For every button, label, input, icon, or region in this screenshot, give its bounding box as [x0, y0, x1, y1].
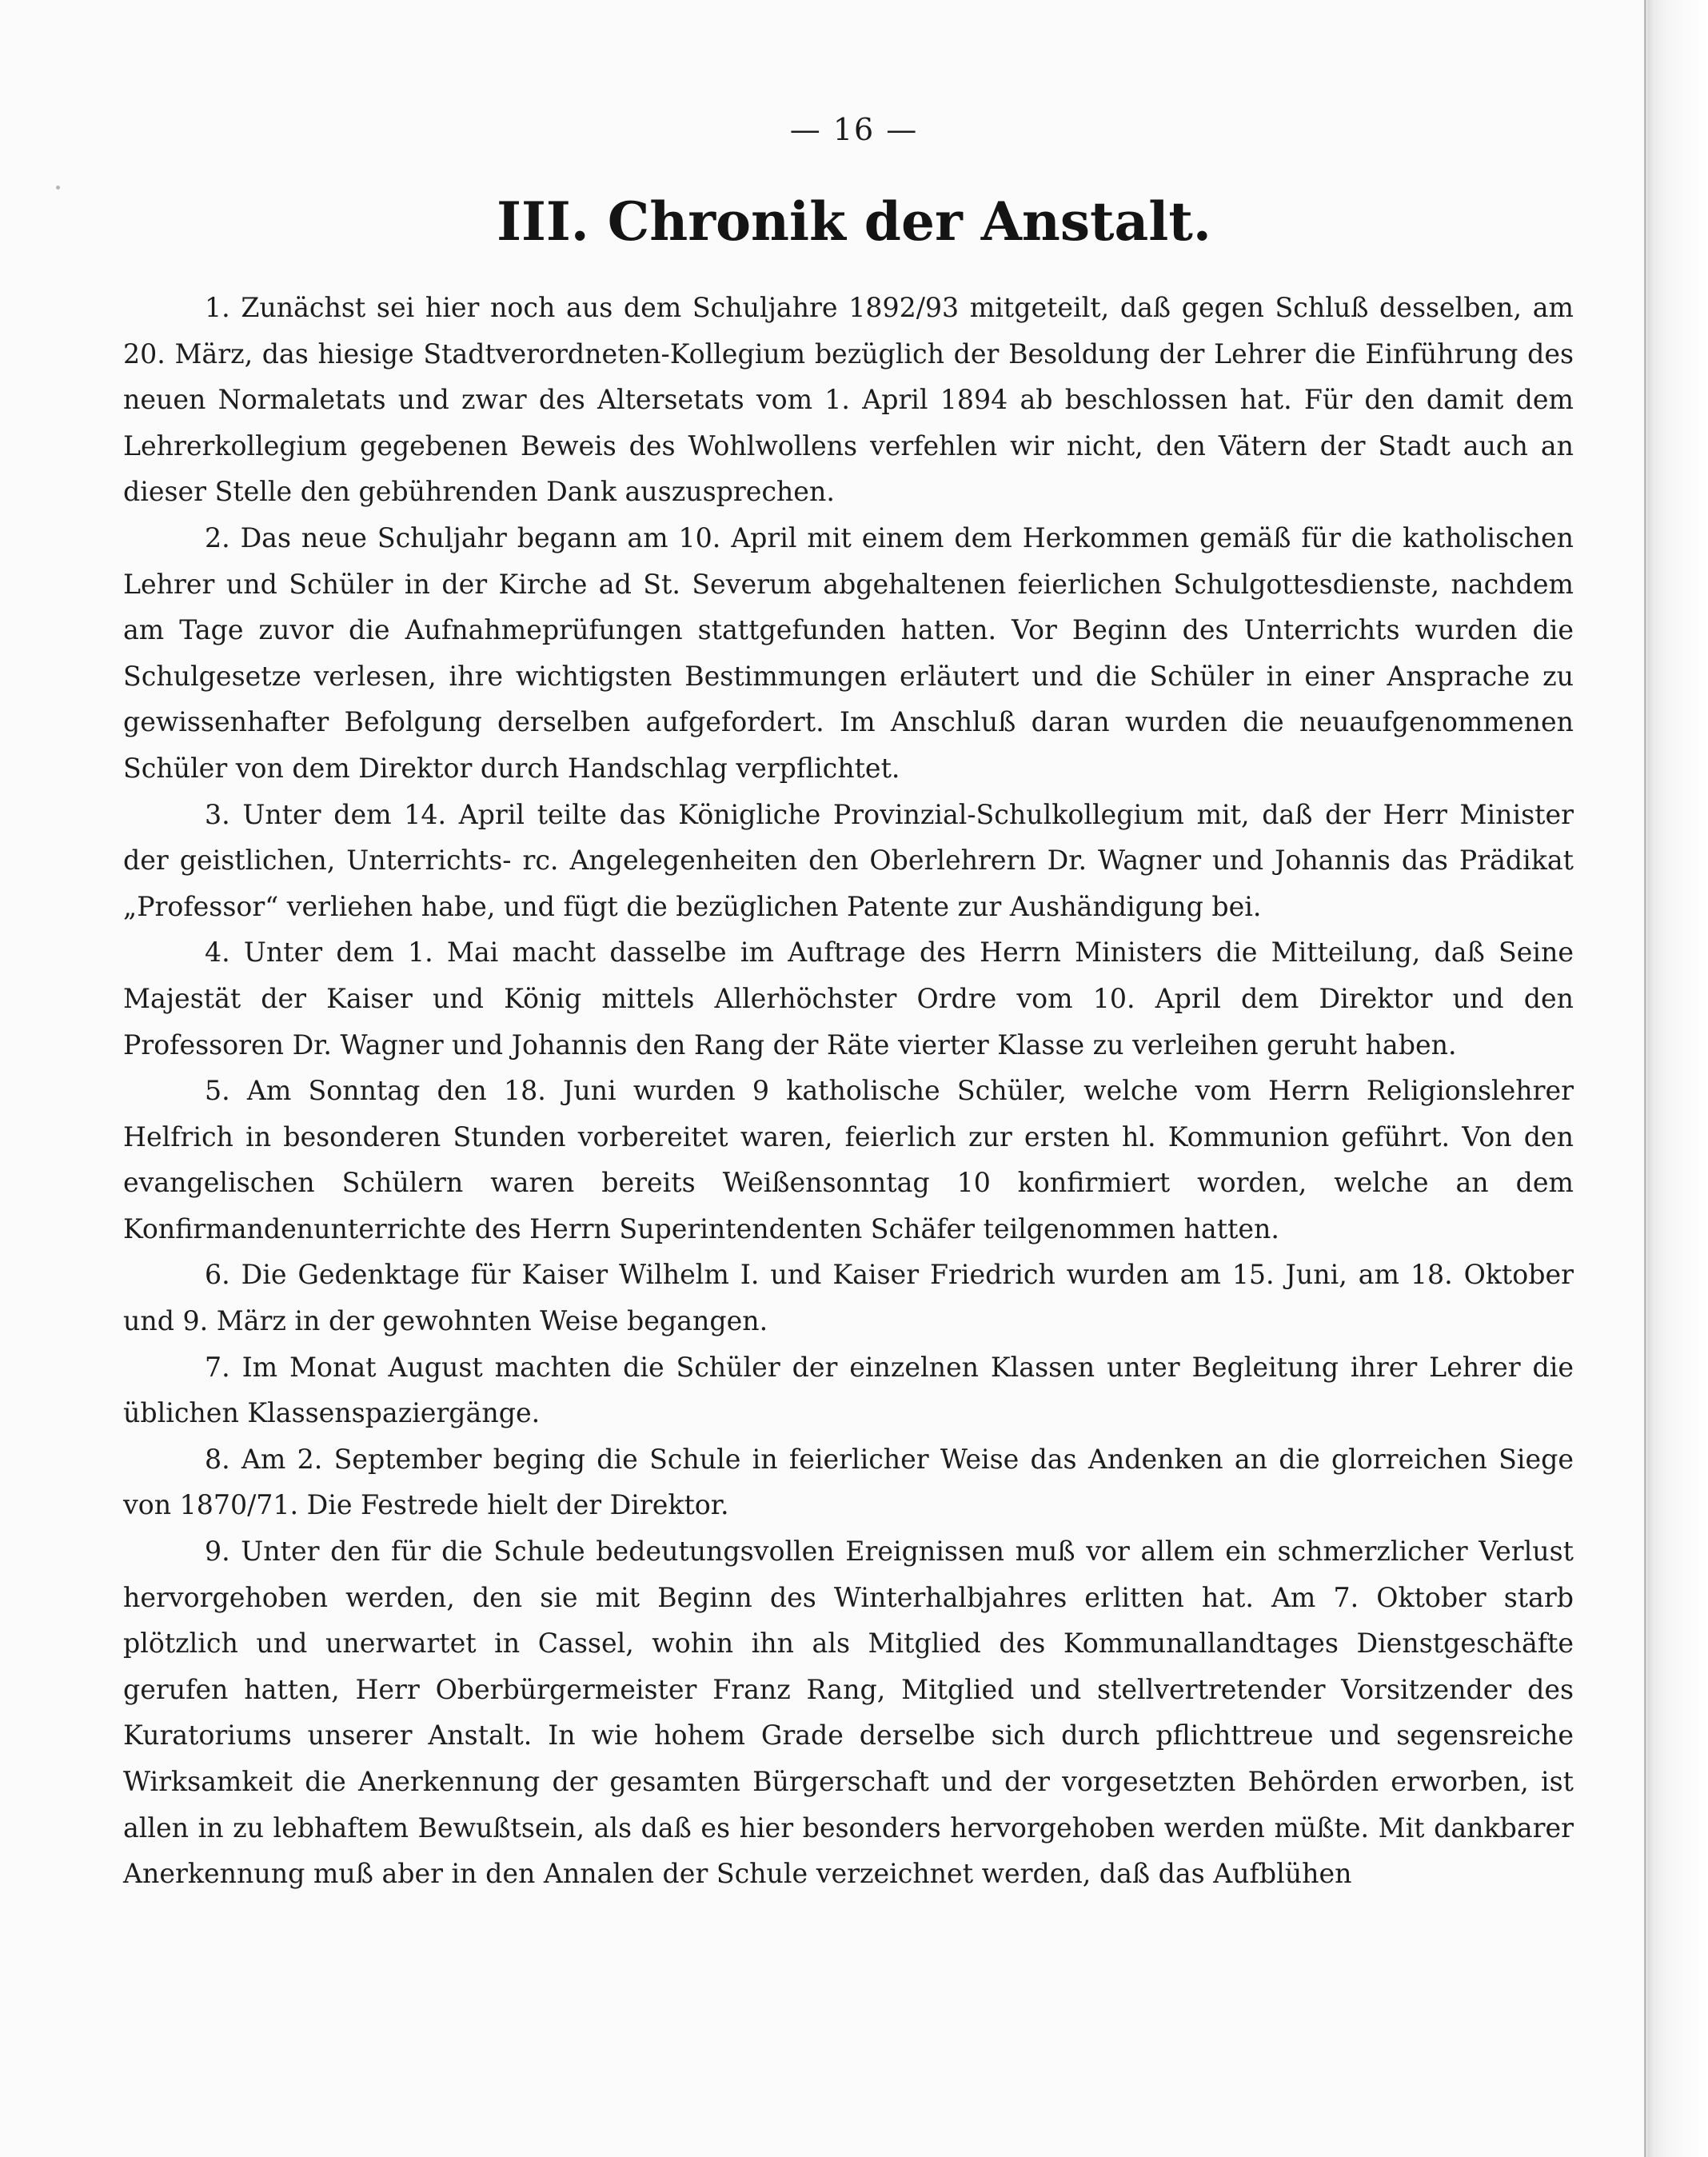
- paragraph-1: 1. Zunächst sei hier noch aus dem Schuljahre 1892/93 mitgeteilt, daß gegen Schluß desselben, am 20. März, das hiesige Stadtverordneten-Kollegium bezüglich der Besoldung der Lehrer die Einführung des neuen Normaletats und zwar des Altersetats vom 1. April 1894 ab beschlossen hat. Für den damit dem Lehrerkollegium gegebenen Beweis des Wohlwollens verfehlen wir nicht, den Vätern der Stadt auch an dieser Stelle den gebührenden Dank auszusprechen.: [123, 292, 1574, 508]
- paragraph-6: 6. Die Gedenktage für Kaiser Wilhelm I. und Kaiser Friedrich wurden am 15. Juni, am 18. Oktober und 9. März in der gewohnten Weise begangen.: [123, 1259, 1574, 1337]
- page-number: — 16 —: [789, 112, 919, 147]
- chronicle-body: [123, 285, 1574, 1897]
- paragraph-4: 4. Unter dem 1. Mai macht dasselbe im Auftrage des Herrn Ministers die Mitteilung, daß Seine Majestät der Kaiser und König mittels Allerhöchster Ordre vom 10. April dem Direktor und den Professoren Dr. Wagner und Johannis den Rang der Räte vierter Klasse zu verleihen geruht haben.: [123, 937, 1574, 1061]
- paragraph-5: 5. Am Sonntag den 18. Juni wurden 9 katholische Schüler, welche vom Herrn Religionslehrer Helfrich in besonderen Stunden vorbereitet waren, feierlich zur ersten hl. Kommunion geführt. Von den evangelischen Schülern waren bereits Weißensonntag 10 konfirmiert worden, welche an dem Konfirmandenunterrichte des Herrn Superintendenten Schäfer teilgenommen hatten.: [123, 1075, 1574, 1244]
- page-fold-line: [1644, 0, 1646, 2157]
- page-edge-shadow: [1647, 0, 1708, 2157]
- paragraph-3: 3. Unter dem 14. April teilte das Königliche Provinzial-Schulkollegium mit, daß der Herr Minister der geistlichen, Unterrichts- rc. Angelegenheiten den Oberlehrern Dr. Wagner und Johannis das Prädikat „Professor“ verliehen habe, und fügt die bezüglichen Patente zur Aushändigung bei.: [123, 798, 1574, 922]
- paragraph-7: 7. Im Monat August machten die Schüler der einzelnen Klassen unter Begleitung ihrer Lehrer die üblichen Klassenspaziergänge.: [123, 1351, 1574, 1429]
- chapter-title: III. Chronik der Anstalt.: [497, 190, 1211, 253]
- paragraph-2: 2. Das neue Schuljahr begann am 10. April mit einem dem Herkommen gemäß für die katholischen Lehrer und Schüler in der Kirche ad St. Severum abgehaltenen feierlichen Schulgottesdienste, nachdem am Tage zuvor die Aufnahmeprüfungen stattgefunden hatten. Vor Beginn des Unterrichts wurden die Schulgesetze verlesen, ihre wichtigsten Bestimmungen erläutert und die Schüler in einer Ansprache zu gewissenhafter Befolgung derselben aufgefordert. Im Anschluß daran wurden die neuaufgenommenen Schüler von dem Direktor durch Handschlag verpflichtet.: [123, 521, 1574, 784]
- paragraph-8: 8. Am 2. September beging die Schule in feierlicher Weise das Andenken an die glorreichen Siege von 1870/71. Die Festrede hielt der Direktor.: [123, 1443, 1574, 1521]
- paragraph-9: 9. Unter den für die Schule bedeutungsvollen Ereignissen muß vor allem ein schmerzlicher Verlust hervorgehoben werden, den sie mit Beginn des Winterhalbjahres erlitten hat. Am 7. Oktober starb plötzlich und unerwartet in Cassel, wohin ihn als Mitglied des Kommunallandtages Dienstgeschäfte gerufen hatten, Herr Oberbürgermeister Franz Rang, Mitglied und stellvertretender Vorsitzender des Kuratoriums unserer Anstalt. In wie hohem Grade derselbe sich durch pflichttreue und segensreiche Wirksamkeit die Anerkennung der gesamten Bürgerschaft und der vorgesetzten Behörden erworben, ist allen in zu lebhaftem Bewußtsein, als daß es hier besonders hervorgehoben werden müßte. Mit dankbarer Anerkennung muß aber in den Annalen der Schule verzeichnet werden, daß das Aufblühen: [123, 1536, 1574, 1890]
- scan-speck: [56, 186, 60, 190]
